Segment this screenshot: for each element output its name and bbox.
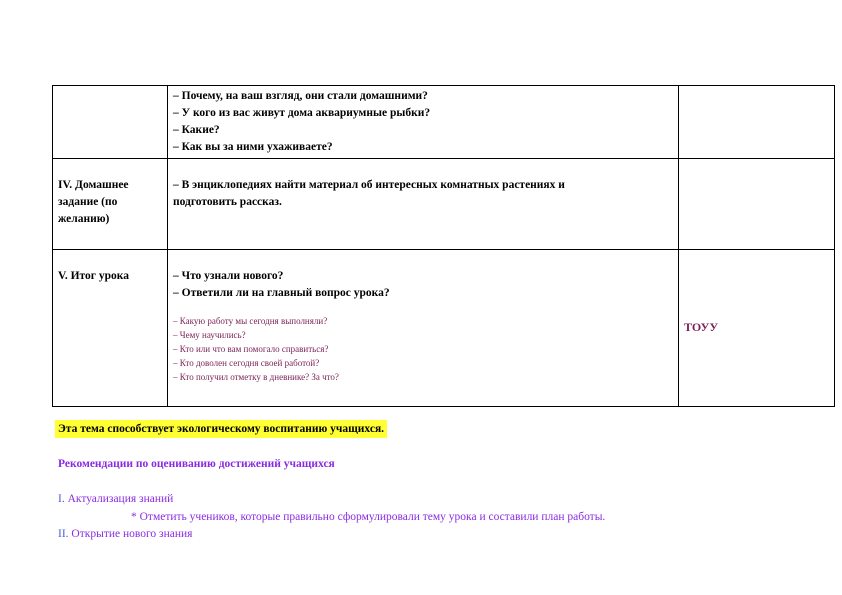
recommendations-title: Рекомендации по оцениванию достижений учащихся	[58, 458, 335, 470]
question-line: – Ответили ли на главный вопрос урока?	[173, 287, 390, 299]
table-row	[53, 86, 835, 159]
question-line: – Какие?	[173, 124, 220, 136]
stage-title: V. Итог урока	[58, 270, 129, 282]
content-cell	[168, 86, 679, 159]
stage-title: IV. Домашнее задание (по желанию)	[58, 179, 129, 225]
question-line: – Почему, на ваш взгляд, они стали домашними?	[173, 90, 428, 102]
highlighted-statement: Эта тема способствует экологическому воспитанию учащихся.	[55, 420, 387, 438]
item-number: I	[58, 493, 62, 505]
reflection-list	[173, 314, 673, 384]
reflection-line: – Кто доволен сегодня своей работой?	[173, 358, 320, 368]
note-cell	[679, 159, 835, 250]
table-row	[53, 159, 835, 250]
stage-cell	[53, 86, 168, 159]
reflection-line: – Какую работу мы сегодня выполняли?	[173, 316, 328, 326]
stage-cell	[53, 159, 168, 250]
recommendation-item-1	[58, 493, 173, 505]
reflection-line: – Кто или что вам помогало справиться?	[173, 344, 329, 354]
item-text: . Открытие нового знания	[65, 528, 193, 540]
reflection-line: – Кто получил отметку в дневнике? За что?	[173, 372, 339, 382]
table-row	[53, 250, 835, 407]
stage-cell	[53, 250, 168, 407]
item-text: . Актуализация знаний	[61, 493, 174, 505]
reflection-line: – Чему научились?	[173, 330, 246, 340]
content-cell	[168, 250, 679, 407]
content-cell	[168, 159, 679, 250]
note-cell	[679, 86, 835, 159]
note-cell	[679, 250, 835, 407]
question-line: – У кого из вас живут дома аквариумные рыбки?	[173, 107, 431, 119]
task-line: – В энциклопедиях найти материал об интересных комнатных растениях и	[173, 179, 565, 191]
lesson-table	[52, 85, 835, 407]
touu-label: ТОУУ	[684, 320, 719, 334]
recommendation-note: * Отметить учеников, которые правильно сформулировали тему урока и составили план работы.	[131, 511, 606, 523]
item-number: II	[58, 528, 66, 540]
question-line: – Что узнали нового?	[173, 270, 284, 282]
recommendation-item-2	[58, 528, 192, 540]
question-line: – Как вы за ними ухаживаете?	[173, 141, 333, 153]
task-line: подготовить рассказ.	[173, 196, 282, 208]
